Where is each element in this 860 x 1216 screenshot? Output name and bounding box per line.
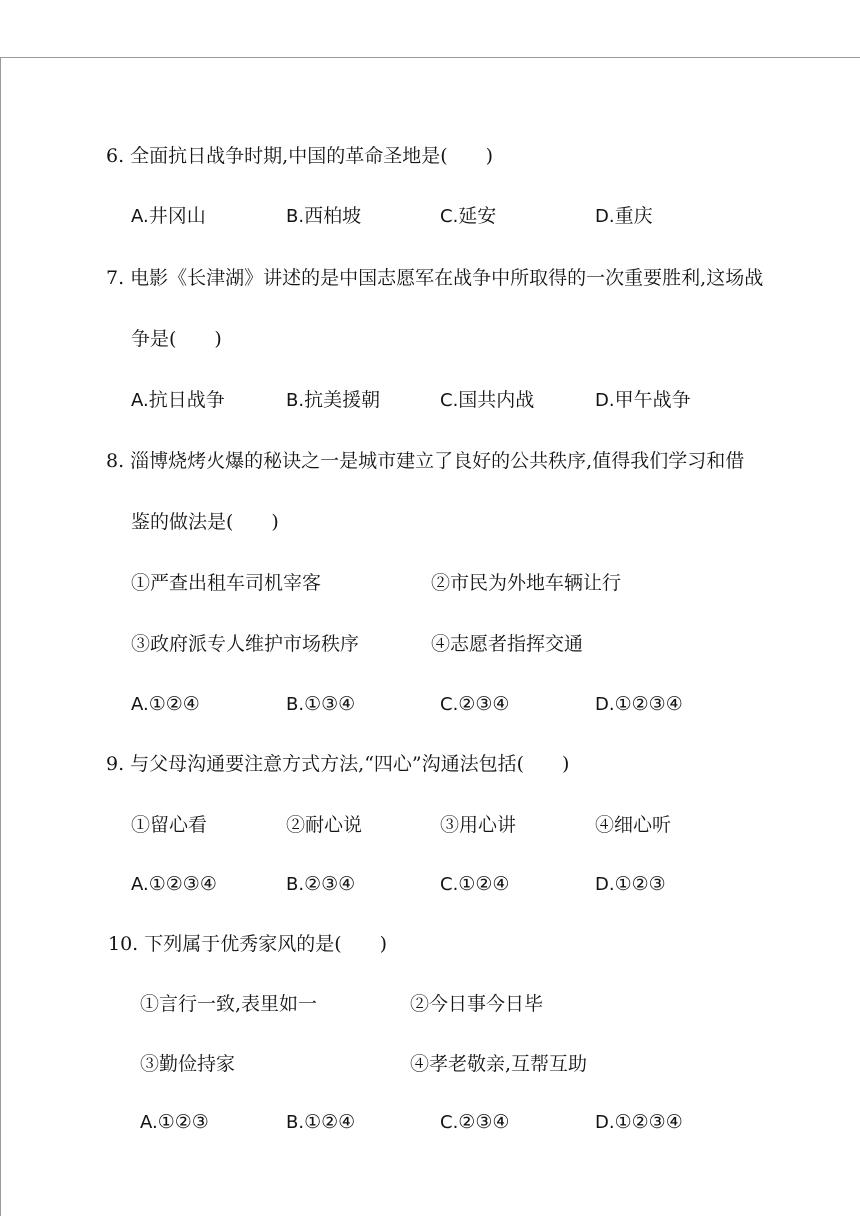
option-letter: D.	[595, 390, 615, 411]
question-8-option-b[interactable]	[286, 691, 355, 718]
question-7-option-c[interactable]	[440, 387, 534, 414]
question-6-option-c[interactable]	[440, 203, 496, 230]
option-text: 抗美援朝	[304, 389, 381, 411]
option-letter: A.	[131, 874, 149, 895]
question-7-option-b[interactable]	[286, 387, 380, 414]
option-text: ②③④	[458, 1111, 510, 1133]
option-letter: A.	[131, 206, 149, 227]
question-9-statement-3: ③用心讲	[440, 814, 517, 836]
option-text: ①②③④	[614, 693, 683, 715]
option-text: ①②④	[148, 693, 200, 715]
option-letter: B.	[286, 390, 305, 411]
option-letter: B.	[286, 1112, 305, 1133]
question-9-stem: 9. 与父母沟通要注意方式方法,“四心”沟通法包括( )	[106, 753, 570, 775]
option-letter: A.	[131, 694, 149, 715]
question-7-option-a[interactable]	[131, 387, 225, 414]
question-8-statement-3: ③政府派专人维护市场秩序	[131, 633, 360, 655]
question-10-statement-4: ④孝老敬亲,互帮互助	[410, 1053, 588, 1075]
option-letter: D.	[595, 1112, 615, 1133]
question-7-option-d[interactable]	[595, 387, 691, 414]
question-9-option-c[interactable]	[440, 871, 509, 898]
option-letter: C.	[440, 206, 459, 227]
question-9-statement-1: ①留心看	[131, 814, 208, 836]
question-7-stem-line-1: 7. 电影《长津湖》讲述的是中国志愿军在战争中所取得的一次重要胜利,这场战	[106, 267, 764, 289]
option-text: 重庆	[614, 205, 653, 227]
option-text: 延安	[458, 205, 497, 227]
option-letter: A.	[131, 390, 149, 411]
question-10-statement-2: ②今日事今日毕	[410, 993, 544, 1015]
question-10-option-a[interactable]	[140, 1109, 209, 1136]
question-8-stem-line-2: 鉴的做法是( )	[131, 511, 279, 533]
option-letter: C.	[440, 1112, 459, 1133]
question-8-option-c[interactable]	[440, 691, 509, 718]
question-6-stem: 6. 全面抗日战争时期,中国的革命圣地是( )	[106, 145, 494, 167]
option-text: ①②③	[157, 1111, 209, 1133]
question-10-option-d[interactable]	[595, 1109, 683, 1136]
option-text: ②③④	[304, 873, 356, 895]
option-text: 西柏坡	[304, 205, 362, 227]
question-8-statement-1: ①严查出租车司机宰客	[131, 572, 322, 594]
option-text: ①②③④	[614, 1111, 683, 1133]
option-letter: B.	[286, 874, 305, 895]
question-8-statement-4: ④志愿者指挥交通	[431, 633, 584, 655]
option-text: ①②④	[458, 873, 510, 895]
option-letter: A.	[140, 1112, 158, 1133]
option-letter: D.	[595, 206, 615, 227]
question-9-statement-4: ④细心听	[595, 814, 672, 836]
question-9-option-d[interactable]	[595, 871, 666, 898]
option-text: 抗日战争	[148, 389, 225, 411]
question-6-option-b[interactable]	[286, 203, 361, 230]
option-letter: D.	[595, 874, 615, 895]
question-10-option-b[interactable]	[286, 1109, 355, 1136]
page-border	[0, 57, 860, 1216]
option-letter: D.	[595, 694, 615, 715]
option-text: ①③④	[304, 693, 356, 715]
question-10-option-c[interactable]	[440, 1109, 509, 1136]
question-8-option-d[interactable]	[595, 691, 683, 718]
option-text: 甲午战争	[614, 389, 691, 411]
option-letter: B.	[286, 694, 305, 715]
option-letter: C.	[440, 694, 459, 715]
question-8-stem-line-1: 8. 淄博烧烤火爆的秘诀之一是城市建立了良好的公共秩序,值得我们学习和借	[106, 450, 745, 472]
option-text: 国共内战	[458, 389, 535, 411]
option-text: ①②③④	[148, 873, 217, 895]
question-10-stem: 10. 下列属于优秀家风的是( )	[108, 933, 388, 955]
question-8-statement-2: ②市民为外地车辆让行	[431, 572, 622, 594]
option-letter: B.	[286, 206, 305, 227]
option-text: 井冈山	[148, 205, 206, 227]
question-6-option-a[interactable]	[131, 203, 206, 230]
question-10-statement-3: ③勤俭持家	[140, 1053, 236, 1075]
question-7-stem-line-2: 争是( )	[131, 328, 222, 350]
question-6-option-d[interactable]	[595, 203, 653, 230]
option-letter: C.	[440, 874, 459, 895]
option-letter: C.	[440, 390, 459, 411]
option-text: ①②④	[304, 1111, 356, 1133]
question-9-option-a[interactable]	[131, 871, 217, 898]
question-10-statement-1: ①言行一致,表里如一	[140, 993, 318, 1015]
question-8-option-a[interactable]	[131, 691, 200, 718]
question-9-option-b[interactable]	[286, 871, 355, 898]
option-text: ①②③	[614, 873, 666, 895]
option-text: ②③④	[458, 693, 510, 715]
question-9-statement-2: ②耐心说	[286, 814, 363, 836]
